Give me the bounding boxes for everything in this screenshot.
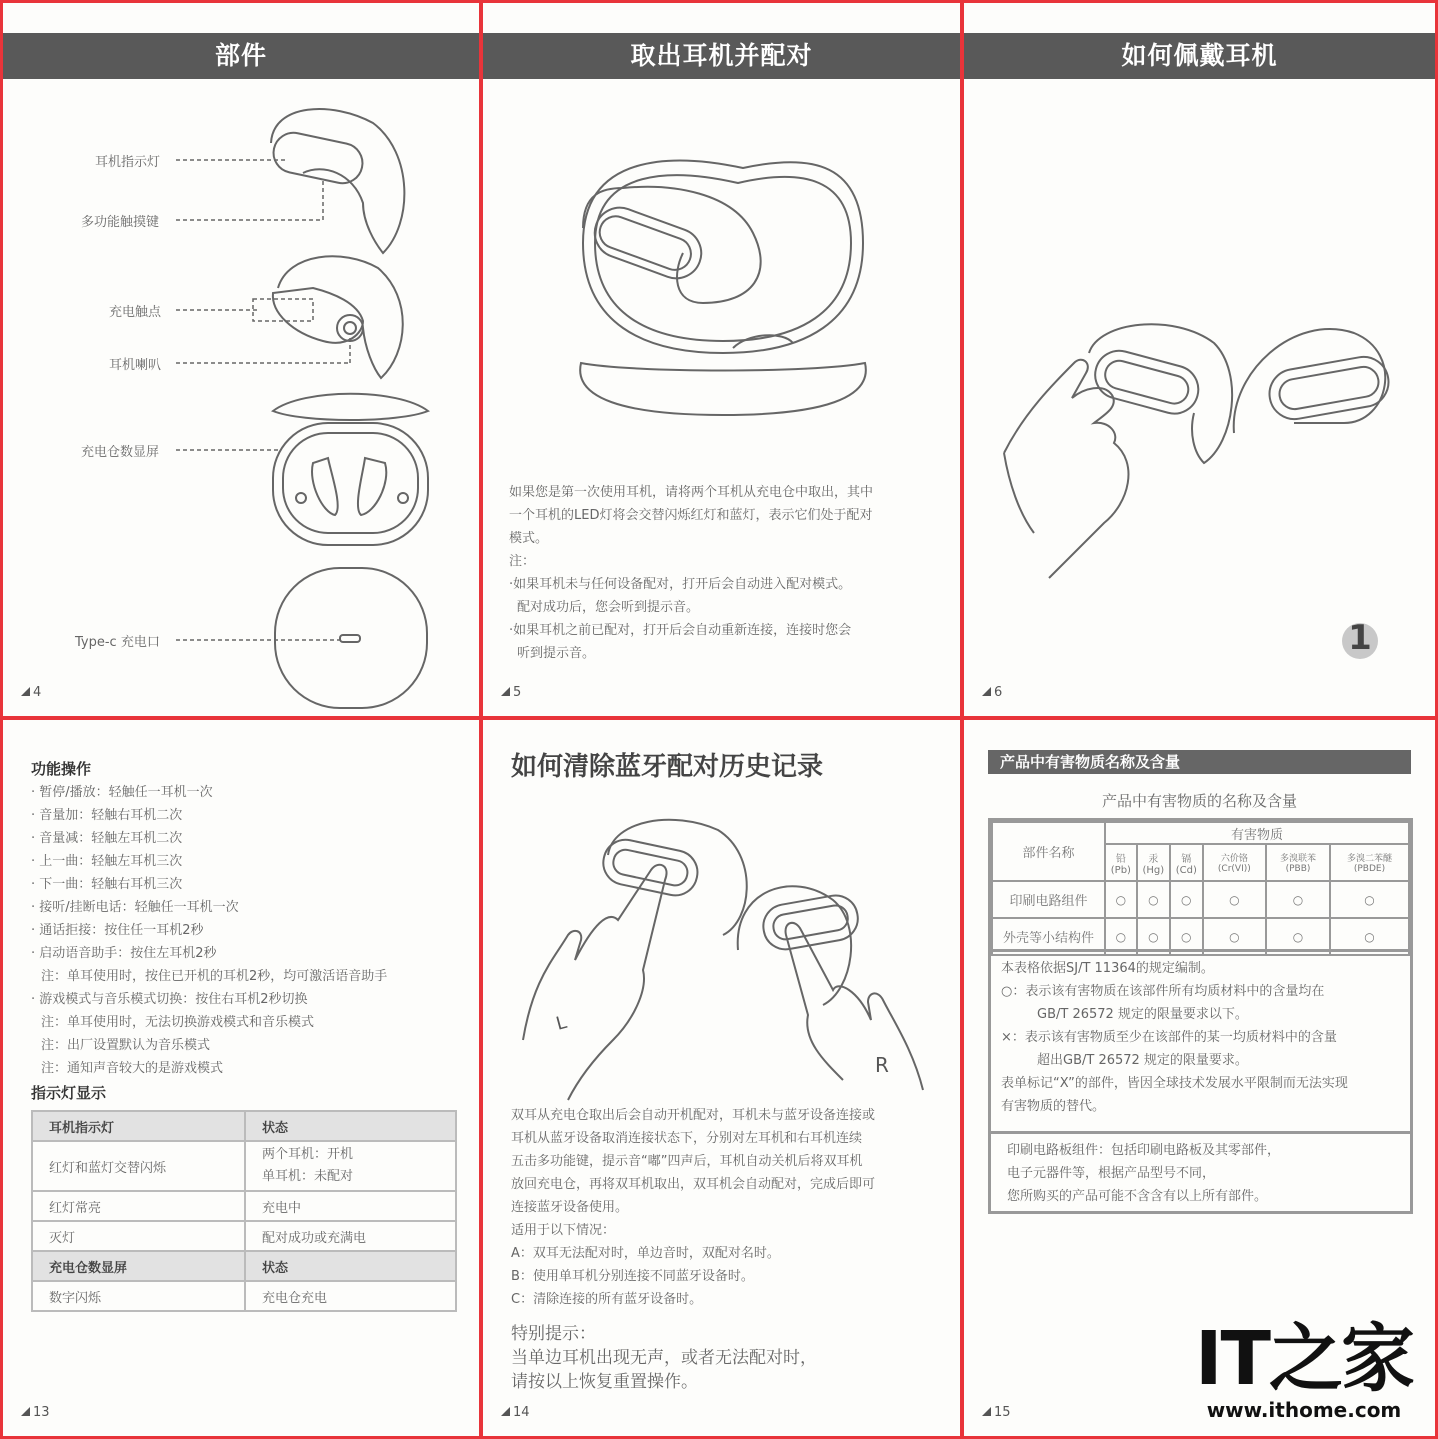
operation-item: · 游戏模式与音乐模式切换：按住右耳机2秒切换: [31, 992, 308, 1007]
ithome-logo: IT之家: [1194, 1316, 1413, 1402]
operation-item: · 下一曲：轻触右耳机三次: [31, 877, 183, 892]
operation-note: 注：通知声音较大的是游戏模式: [41, 1061, 224, 1076]
divider: [991, 1131, 1410, 1134]
operation-note: 注：单耳使用时，按住已开机的耳机2秒，均可激活语音助手: [41, 969, 388, 984]
text-line: 耳机从蓝牙设备取消连接状态下，分别对左耳机和右耳机连续: [511, 1131, 863, 1146]
right-earbud-mark: R: [875, 1053, 889, 1077]
page-number: 4: [21, 685, 41, 700]
mark-cell: ○: [1105, 881, 1137, 918]
mark-cell: ○: [1330, 881, 1409, 918]
table-header-cell: 状态: [245, 1251, 456, 1281]
substance-cell: 汞(Hg): [1137, 844, 1170, 881]
table-row: [992, 881, 1409, 918]
page-title: 部件: [3, 33, 479, 79]
table-cell: 充电中: [245, 1191, 456, 1221]
step-number-badge: 1: [1342, 623, 1378, 659]
operations-list: [31, 758, 387, 1105]
table-cell: 充电仓充电: [245, 1281, 456, 1311]
mark-cell: ○: [1170, 881, 1203, 918]
operation-item: · 暂停/播放：轻触任一耳机一次: [31, 785, 213, 800]
mark-cell: ○: [1266, 918, 1330, 955]
label-indicator-light: 耳机指示灯: [95, 155, 161, 170]
text-line: ·如果耳机未与任何设备配对，打开后会自动进入配对模式。: [509, 577, 852, 592]
table-title: 产品中有害物质的名称及含量: [1101, 792, 1297, 810]
text-line: 如果您是第一次使用耳机，请将两个耳机从充电仓中取出，其中: [509, 485, 874, 500]
note-line: GB/T 26572 规定的限量要求以下。: [1037, 1007, 1248, 1022]
table-cell: 配对成功或充满电: [245, 1221, 456, 1251]
label-charging-contacts: 充电触点: [109, 305, 162, 320]
note-line: 有害物质的替代。: [1001, 1099, 1106, 1114]
manual-page-operations: [0, 717, 482, 1439]
text-line: 五击多功能键，提示音“嘟”四声后，耳机自动关机后将双耳机: [511, 1154, 863, 1169]
manual-page-reset: [480, 717, 963, 1439]
table-header-cell: 耳机指示灯: [32, 1111, 245, 1141]
tip-title: 特别提示：: [511, 1324, 596, 1344]
table-header-cell: 充电仓数显屏: [32, 1251, 245, 1281]
part-name-cell: 印刷电路组件: [992, 881, 1105, 918]
manual-page-hazardous-substances: [961, 717, 1438, 1439]
ithome-url: www.ithome.com: [1206, 1398, 1402, 1422]
note-line: ×：表示该有害物质至少在该部件的某一均质材料中的含量: [1001, 1030, 1337, 1045]
operation-note: 注：单耳使用时，无法切换游戏模式和音乐模式: [41, 1015, 315, 1030]
substance-cell: 多溴二苯醚 (PBDE): [1330, 844, 1409, 881]
mark-cell: ○: [1330, 918, 1409, 955]
indicator-title: 指示灯显示: [31, 1084, 107, 1102]
left-earbud-mark: L: [553, 1011, 569, 1035]
table-row: [32, 1221, 456, 1251]
table-header-row: [32, 1111, 456, 1141]
wearing-illustration: [964, 3, 1435, 716]
page-title: 如何清除蓝牙配对历史记录: [511, 752, 824, 782]
cell-line: 两个耳机：开机: [262, 1147, 354, 1162]
operation-note: 注：出厂设置默认为音乐模式: [41, 1038, 211, 1053]
part-name-cell: 外壳等小结构件: [992, 918, 1105, 955]
text-line: C：清除连接的所有蓝牙设备时。: [511, 1292, 703, 1307]
operation-item: · 接听/挂断电话：轻触任一耳机一次: [31, 900, 239, 915]
operation-item: · 通话拒接：按住任一耳机2秒: [31, 923, 204, 938]
mark-cell: ○: [1170, 918, 1203, 955]
text-line: ·如果耳机之前已配对，打开后会自动重新连接，连接时您会: [509, 623, 852, 638]
operation-item: · 音量加：轻触右耳机二次: [31, 808, 183, 823]
mark-cell: ○: [1203, 918, 1266, 955]
divider: [991, 949, 1410, 952]
table-cell: 红灯常亮: [32, 1191, 245, 1221]
note-line: 印刷电路板组件：包括印刷电路板及其零部件，: [1007, 1143, 1281, 1158]
label-speaker: 耳机喇叭: [109, 358, 162, 373]
note-line: 超出GB/T 26572 规定的限量要求。: [1037, 1053, 1248, 1068]
mark-cell: ○: [1266, 881, 1330, 918]
section-bar-title: 产品中有害物质名称及含量: [988, 750, 1411, 774]
substance-cell: 多溴联苯 (PBB): [1266, 844, 1330, 881]
note-line: 本表格依据SJ/T 11364的规定编制。: [1001, 961, 1214, 976]
operations-title: 功能操作: [31, 760, 92, 778]
note-line: 表单标记“X”的部件，皆因全球技术发展水平限制而无法实现: [1001, 1076, 1348, 1091]
text-line: 一个耳机的LED灯将会交替闪烁红灯和蓝灯，表示它们处于配对: [509, 508, 873, 523]
page-title: 如何佩戴耳机: [964, 33, 1435, 79]
table-header-cell: 状态: [245, 1111, 456, 1141]
page-number: 15: [982, 1405, 1011, 1420]
text-line: A：双耳无法配对时，单边音时，双配对名时。: [511, 1246, 780, 1261]
earbud-parts-illustration: [3, 3, 479, 716]
label-touch-key: 多功能触摸键: [81, 215, 160, 230]
substance-cell: 镉(Cd): [1170, 844, 1203, 881]
manual-page-wearing: [961, 0, 1438, 719]
ithome-watermark: [1194, 1316, 1413, 1422]
table-header-row: [992, 822, 1409, 844]
mark-cell: ○: [1137, 881, 1170, 918]
indicator-table: [31, 1110, 457, 1312]
operation-item: · 音量减：轻触左耳机二次: [31, 831, 183, 846]
mark-cell: ○: [1137, 918, 1170, 955]
text-line: 配对成功后，您会听到提示音。: [517, 600, 700, 615]
hazard-box: [988, 818, 1413, 1214]
substance-cell: 铅(Pb): [1105, 844, 1137, 881]
text-line: 适用于以下情况：: [511, 1223, 616, 1238]
table-cell: 红灯和蓝灯交替闪烁: [32, 1141, 245, 1191]
table-cell: 灭灯: [32, 1221, 245, 1251]
operation-item: · 启动语音助手：按住左耳机2秒: [31, 946, 217, 961]
hazard-table: [991, 821, 1410, 956]
special-tip: [511, 1322, 817, 1394]
text-line: 连接蓝牙设备使用。: [511, 1200, 629, 1215]
table-cell: 数字闪烁: [32, 1281, 245, 1311]
text-line: 放回充电仓，再将双耳机取出，双耳机会自动配对，完成后即可: [511, 1177, 876, 1192]
page-number: 13: [21, 1405, 50, 1420]
text-line: 听到提示音。: [517, 646, 596, 661]
note-line: 您所购买的产品可能不含含有以上所有部件。: [1007, 1189, 1268, 1204]
table-row: [32, 1141, 456, 1191]
note-line: 电子元器件等，根据产品型号不同，: [1007, 1166, 1216, 1181]
operation-item: · 上一曲：轻触左耳机三次: [31, 854, 183, 869]
hazard-notes: [1001, 957, 1348, 1118]
text-line: 双耳从充电仓取出后会自动开机配对，耳机未与蓝牙设备连接或: [511, 1108, 876, 1123]
label-case-display: 充电仓数显屏: [81, 445, 160, 460]
page-number: 6: [982, 685, 1002, 700]
page-title: 取出耳机并配对: [483, 33, 960, 79]
hazard-notes-parts: [1007, 1139, 1280, 1208]
substance-cell: 六价铬 (Cr(VI)): [1203, 844, 1266, 881]
mark-cell: ○: [1203, 881, 1266, 918]
table-row: [32, 1281, 456, 1311]
manual-page-components: [0, 0, 482, 719]
reset-instructions: [511, 1104, 875, 1311]
label-typec-port: Type-c 充电口: [75, 635, 160, 650]
page-number: 5: [501, 685, 521, 700]
table-row: [32, 1191, 456, 1221]
manual-page-pairing: [480, 0, 963, 719]
table-header-cell: 有害物质: [1105, 822, 1409, 844]
mark-cell: ○: [1105, 918, 1137, 955]
tip-line: 当单边耳机出现无声，或者无法配对时，: [511, 1348, 817, 1368]
page-number: 14: [501, 1405, 530, 1420]
pairing-instructions: [509, 481, 873, 665]
table-cell: [245, 1141, 456, 1191]
table-header-cell: 部件名称: [992, 822, 1105, 881]
note-line: ○：表示该有害物质在该部件所有均质材料中的含量均在: [1001, 984, 1325, 999]
tip-line: 请按以上恢复重置操作。: [511, 1372, 698, 1392]
text-line: 注：: [509, 554, 536, 569]
text-line: B：使用单耳机分别连接不同蓝牙设备时。: [511, 1269, 754, 1284]
text-line: 模式。: [509, 531, 549, 546]
cell-line: 单耳机：未配对: [262, 1169, 354, 1184]
table-header-row: [32, 1251, 456, 1281]
